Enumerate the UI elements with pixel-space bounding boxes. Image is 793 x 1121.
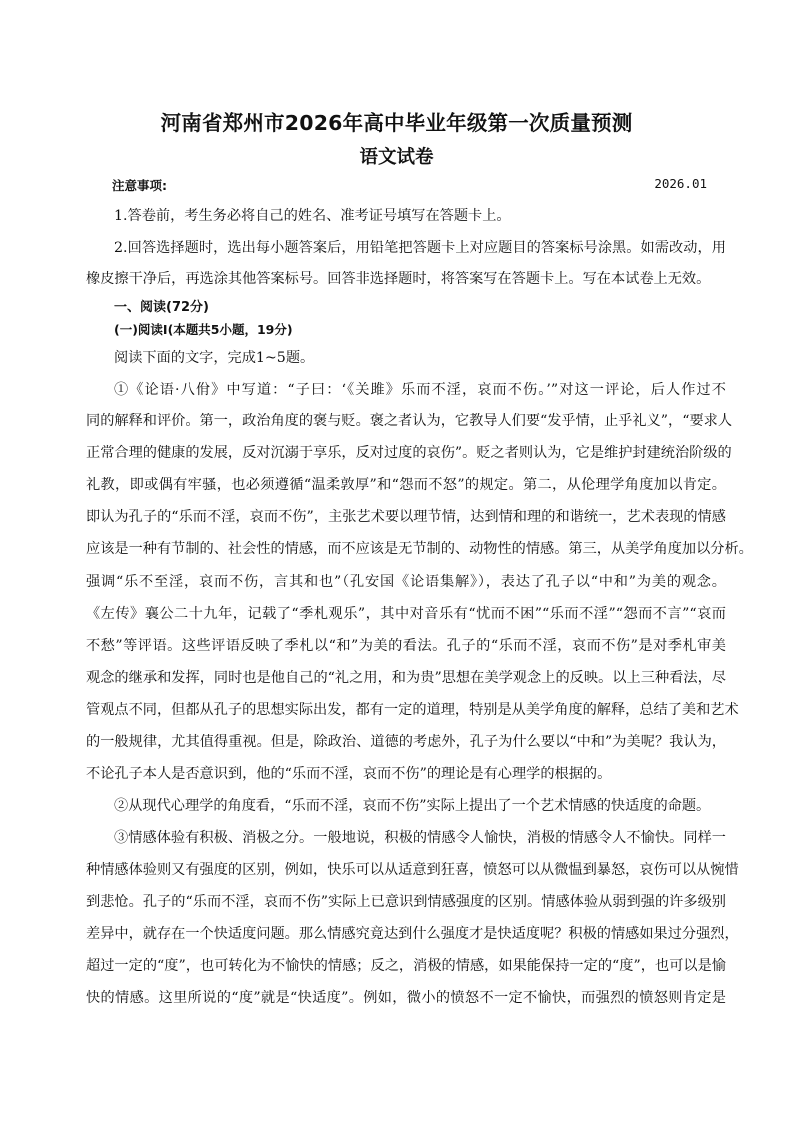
paragraph-line: 快的情感。这里所说的“度”就是“快适度”。例如，微小的愤怒不一定不愉快，而强烈的愤怒则肯定是 [86, 990, 726, 1006]
paragraph-line: 强调“乐不至淫，哀而不伤，言其和也”（孔安国《论语集解》），表达了孔子以“中和”为美的观念。 [86, 574, 726, 590]
paragraph-line: ③情感体验有积极、消极之分。一般地说，积极的情感令人愉快，消极的情感令人不愉快。同样一 [114, 830, 726, 846]
instruction-line: 橡皮擦干净后，再选涂其他答案标号。回答非选择题时，将答案写在答题卡上。写在本试卷上无效。 [86, 271, 711, 287]
paragraph-line: 超过一定的“度”，也可转化为不愉快的情感；反之，消极的情感，如果能保持一定的“度”，也可以是愉 [86, 958, 726, 974]
paragraph-line: 种情感体验则又有强度的区别，例如，快乐可以从适意到狂喜，愤怒可以从微愠到暴怒，哀伤可以从惋惜 [86, 862, 739, 878]
paragraph-line: 观念的继承和发挥，同时也是他自己的“礼之用，和为贵”思想在美学观念上的反映。以上三种看法，尽 [86, 670, 726, 686]
paragraph-line: ①《论语·八佾》中写道：“子曰：‘《关雎》乐而不淫，哀而不伤。’”对这一评论，后人作过不 [114, 382, 726, 398]
paragraph-line: 差异中，就存在一个快适度问题。那么情感究竟达到什么强度才是快适度呢？积极的情感如果过分强烈， [86, 926, 739, 942]
section-heading: 一、阅读(72分) [114, 300, 209, 315]
paragraph-line: 《左传》襄公二十九年，记载了“季札观乐”，其中对音乐有“忧而不困”“乐而不淫”“怨而不言”“哀而 [86, 606, 726, 622]
notice-row [112, 176, 707, 196]
paragraph-line: 应该是一种有节制的、社会性的情感，而不应该是无节制的、动物性的情感。第三，从美学角度加以分析。 [86, 541, 753, 557]
exam-date: 2026.01 [654, 176, 707, 191]
paragraph-line: 不论孔子本人是否意识到，他的“乐而不淫，哀而不伤”的理论是有心理学的根据的。 [86, 766, 612, 782]
reading-prompt: 阅读下面的文字，完成1~5题。 [114, 350, 315, 366]
paragraph-line: 正常合理的健康的发展，反对沉溺于享乐，反对过度的哀伤”。贬之者则认为，它是维护封建统治阶级的 [86, 445, 732, 461]
paragraph-line: ②从现代心理学的角度看，“乐而不淫，哀而不伤”实际上提出了一个艺术情感的快适度的命题。 [114, 798, 711, 814]
exam-subtitle: 语文试卷 [359, 147, 434, 168]
instruction-line: 1.答卷前，考生务必将自己的姓名、准考证号填写在答题卡上。 [114, 208, 511, 224]
subsection-heading: (一)阅读Ⅰ(本题共5小题，19分) [114, 322, 293, 337]
paragraph-line: 管观点不同，但都从孔子的思想实际出发，都有一定的道理，特别是从美学角度的解释，总结了美和艺术 [86, 702, 739, 718]
paragraph-line: 不愁”等评语。这些评语反映了季札以“和”为美的看法。孔子的“乐而不淫，哀而不伤”是对季札审美 [86, 638, 726, 654]
paragraph-line: 到悲怆。孔子的“乐而不淫，哀而不伤”实际上已意识到情感强度的区别。情感体验从弱到强的许多级别 [86, 894, 726, 910]
paragraph-line: 同的解释和评价。第一，政治角度的褒与贬。褒之者认为，它教导人们要“发乎情，止乎礼义”，“要求人 [86, 413, 733, 429]
paragraph-line: 的一般规律，尤其值得重视。但是，除政治、道德的考虑外，孔子为什么要以“中和”为美呢？我认为， [86, 734, 726, 750]
instruction-line: 2.回答选择题时，选出每小题答案后，用铅笔把答题卡上对应题目的答案标号涂黑。如需改动，用 [114, 240, 726, 256]
paragraph-line: 礼教，即或偶有牢骚，也必须遵循“温柔敦厚”和“怨而不怒”的规定。第二，从伦理学角度加以肯定。 [86, 477, 726, 493]
exam-title: 河南省郑州市2026年高中毕业年级第一次质量预测 [160, 111, 633, 135]
notice-label: 注意事项: [112, 178, 167, 193]
paragraph-line: 即认为孔子的“乐而不淫，哀而不伤”，主张艺术要以理节情，达到情和理的和谐统一，艺术表现的情感 [86, 509, 726, 525]
